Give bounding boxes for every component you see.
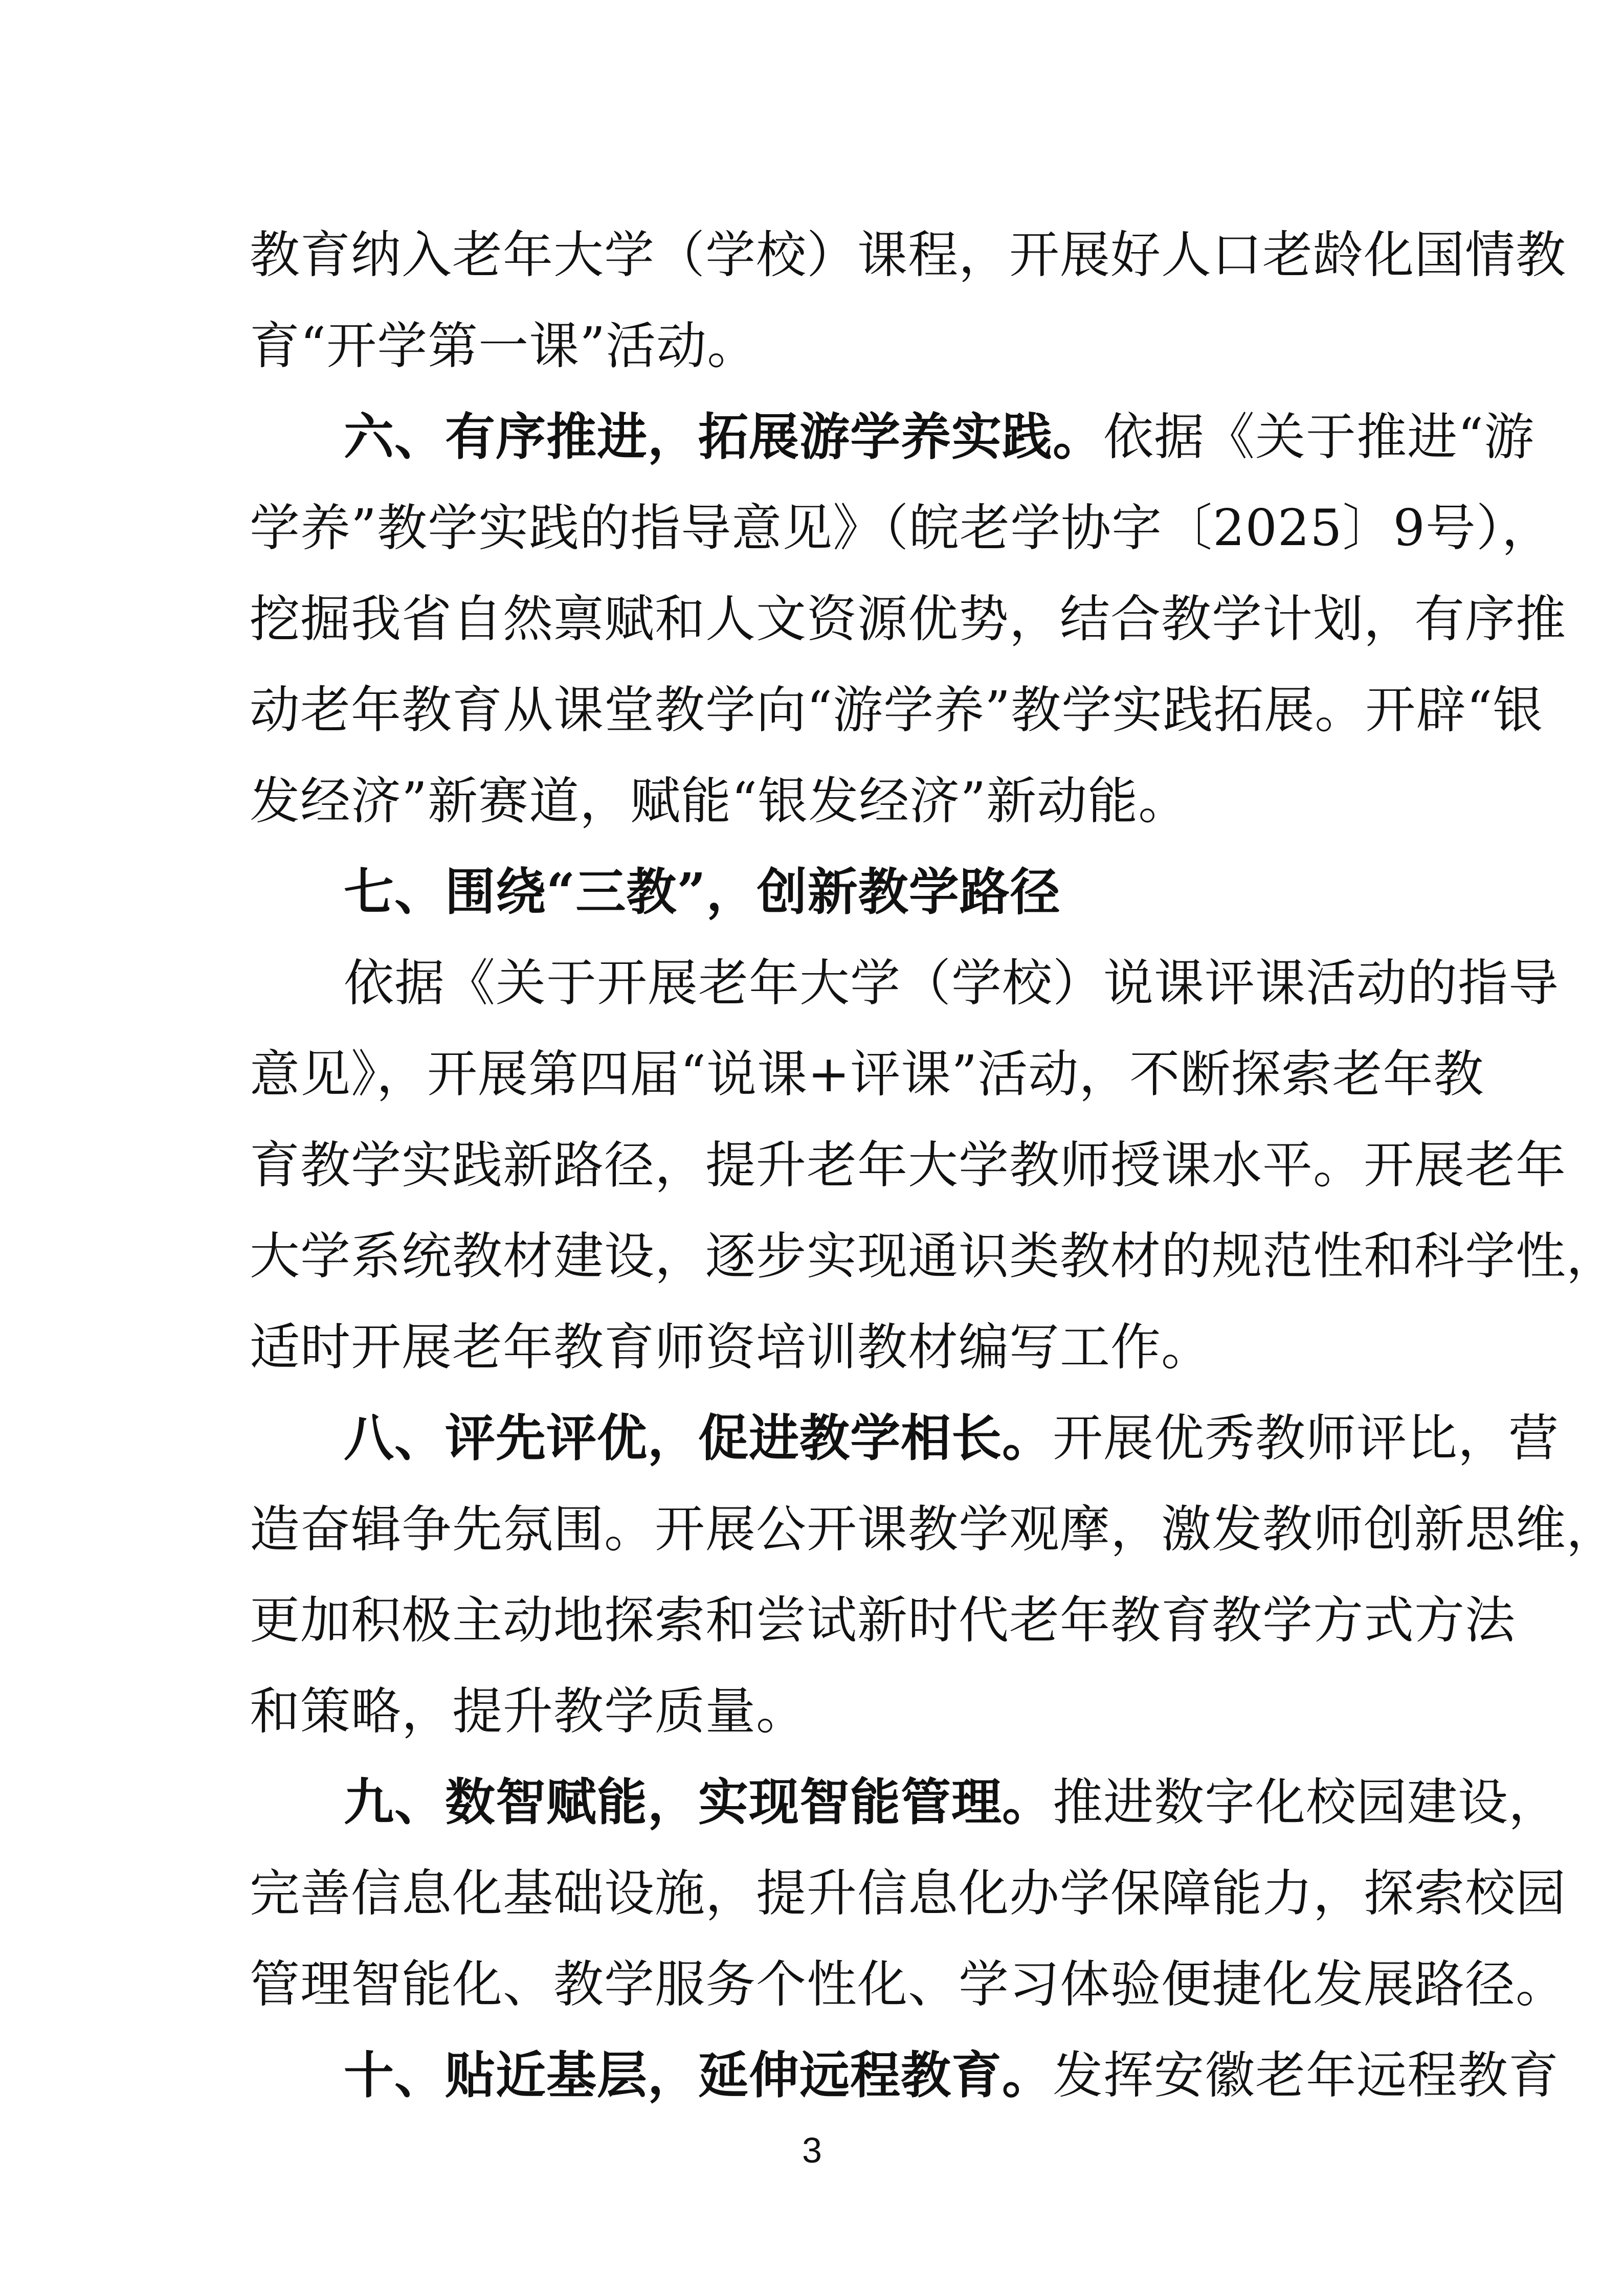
text-run: 依据《关于推进“游 (1103, 408, 1535, 466)
text-line: 发经济”新赛道，赋能“银发经济”新动能。 (250, 772, 1189, 830)
section-heading: 十、贴近基层，延伸远程教育。 (344, 2046, 1053, 2105)
section-heading: 六、有序推进，拓展游学养实践。 (344, 408, 1104, 466)
text-run: 推进数字化校园建设， (1053, 1773, 1560, 1832)
body-text (250, 210, 1617, 2121)
text-line: 育教学实践新路径，提升老年大学教师授课水平。开展老年 (250, 1136, 1567, 1195)
section-heading: 七、围绕“三教”，创新教学路径 (344, 863, 1061, 921)
page-number: 3 (802, 2130, 822, 2170)
text-line: 挖掘我省自然禀赋和人文资源优势，结合教学计划，有序推 (250, 590, 1567, 648)
text-line: 教育纳入老年大学（学校）课程，开展好人口老龄化国情教 (250, 226, 1567, 284)
section-heading: 八、评先评优，促进教学相长。 (344, 1409, 1053, 1468)
text-line: 大学系统教材建设，逐步实现通识类教材的规范性和科学性， (250, 1227, 1617, 1286)
text-line: 和策略，提升教学质量。 (250, 1682, 807, 1741)
paragraph-first-line (250, 1757, 1560, 1848)
text-line: 管理智能化、教学服务个性化、学习体验便捷化发展路径。 (250, 1955, 1567, 2014)
text-line: 意见》，开展第四届“说课+评课”活动，不断探索老年教 (250, 1045, 1484, 1104)
paragraph-first-line: 依据《关于开展老年大学（学校）说课评课活动的指导 (344, 954, 1560, 1012)
text-line: 动老年教育从课堂教学向“游学养”教学实践拓展。开辟“银 (250, 681, 1544, 739)
text-line: 育“开学第一课”活动。 (250, 317, 758, 375)
text-line: 完善信息化基础设施，提升信息化办学保障能力，探索校园 (250, 1864, 1567, 1923)
text-line: 更加积极主动地探索和尝试新时代老年教育教学方式方法 (250, 1591, 1516, 1650)
paragraph-first-line (250, 392, 1535, 483)
text-line: 适时开展老年教育师资培训教材编写工作。 (250, 1318, 1212, 1377)
paragraph-first-line (250, 2030, 1560, 2121)
section-heading: 九、数智赋能，实现智能管理。 (344, 1773, 1053, 1832)
text-line: 学养”教学实践的指导意见》（皖老学协字〔2025〕9号）， (250, 499, 1552, 557)
text-run: 发挥安徽老年远程教育 (1053, 2046, 1560, 2105)
text-run: 开展优秀教师评比，营 (1053, 1409, 1560, 1468)
paragraph-first-line (250, 1393, 1560, 1484)
text-line: 造奋辑争先氛围。开展公开课教学观摩，激发教师创新思维， (250, 1500, 1617, 1559)
